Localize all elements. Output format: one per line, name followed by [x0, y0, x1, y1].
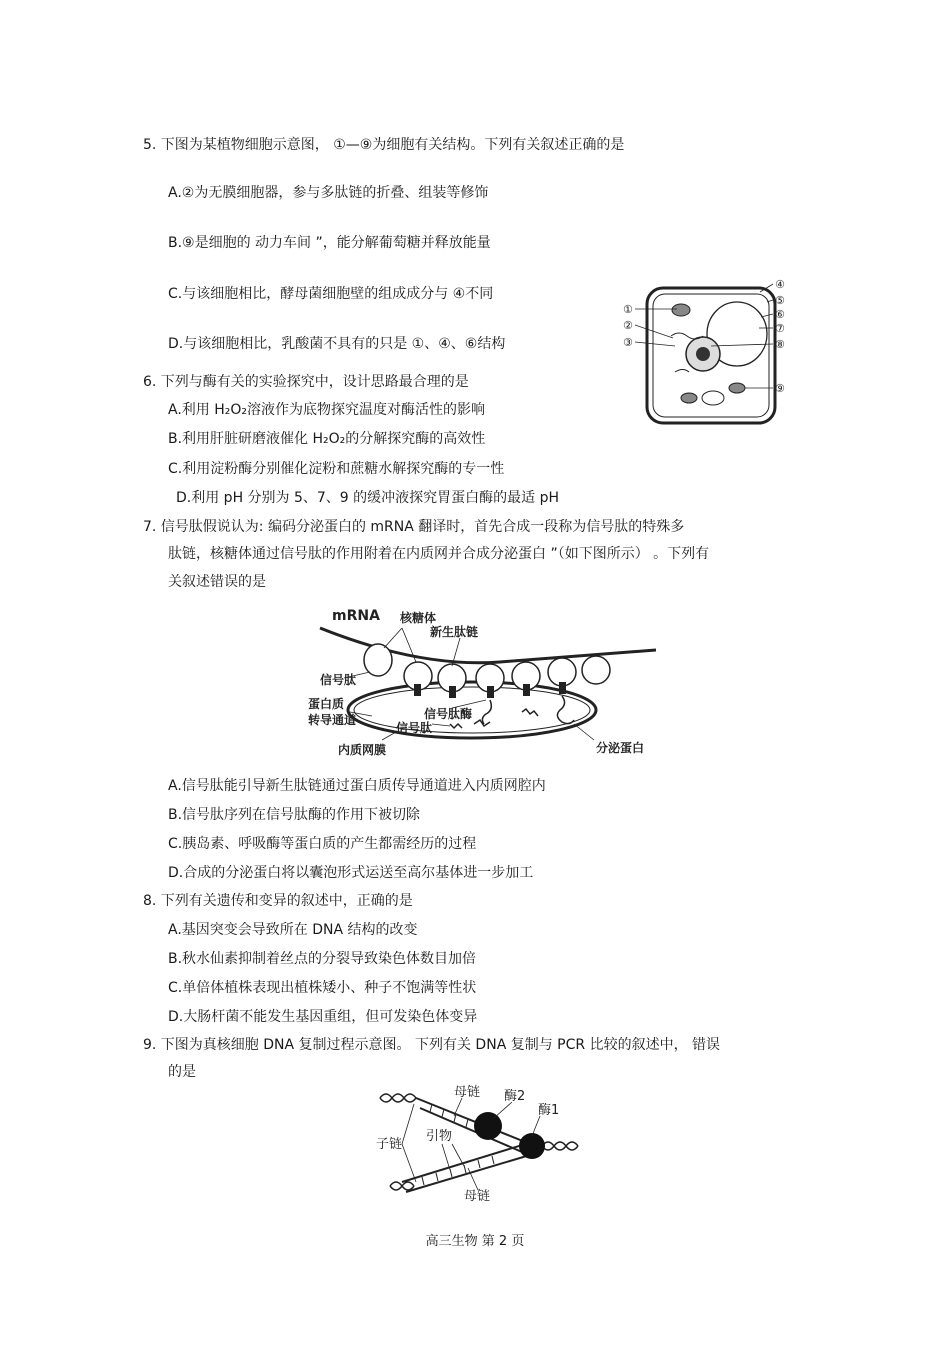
label-mrna: mRNA	[332, 608, 380, 624]
label-channel-2: 转导通道	[308, 713, 357, 727]
cell-label-8: ⑧	[775, 338, 785, 351]
label-signal-peptidase: 信号肽酶	[424, 707, 473, 721]
label-ribosome: 核糖体	[400, 611, 437, 625]
cell-label-1: ①	[623, 303, 633, 316]
plant-cell-figure	[615, 262, 795, 432]
dna-replication-figure	[372, 1082, 584, 1206]
q8-option-b: B.秋水仙素抑制着丝点的分裂导致染色体数目加倍	[168, 951, 477, 967]
cell-label-6: ⑥	[775, 308, 785, 321]
label-enzyme-1: 酶1	[538, 1103, 560, 1118]
q8-stem: 8. 下列有关遗传和变异的叙述中，正确的是	[143, 893, 413, 909]
q6-option-d: D.利用 pH 分别为 5、7、9 的缓冲液探究胃蛋白酶的最适 pH	[176, 490, 560, 506]
cell-label-2: ②	[623, 319, 633, 332]
label-parent-strand-1: 母链	[454, 1085, 481, 1100]
q7-option-b: B.信号肽序列在信号肽酶的作用下被切除	[168, 807, 421, 823]
q7-option-a: A.信号肽能引导新生肽链通过蛋白质传导通道进入内质网腔内	[168, 778, 546, 794]
label-channel-1: 蛋白质	[308, 697, 345, 711]
q5-option-a: A.②为无膜细胞器，参与多肽链的折叠、组装等修饰	[168, 185, 489, 201]
q6-option-a: A.利用 H₂O₂溶液作为底物探究温度对酶活性的影响	[168, 402, 486, 418]
q8-option-d: D.大肠杆菌不能发生基因重组，但可发染色体变异	[168, 1009, 478, 1025]
label-primer: 引物	[426, 1129, 453, 1144]
q7-option-c: C.胰岛素、呼吸酶等蛋白质的产生都需经历的过程	[168, 836, 477, 852]
label-parent-strand-2: 母链	[464, 1189, 491, 1204]
q7-option-d: D.合成的分泌蛋白将以囊泡形式运送至高尔基体进一步加工	[168, 865, 534, 881]
label-er-membrane: 内质网膜	[338, 743, 387, 757]
q7-stem-line2: 肽链，核糖体通过信号肽的作用附着在内质网并合成分泌蛋白 ”（如下图所示） 。下列有	[168, 546, 710, 562]
label-daughter-strand: 子链	[376, 1137, 403, 1152]
signal-peptide-figure	[300, 600, 662, 762]
q6-stem: 6. 下列与酶有关的实验探究中，设计思路最合理的是	[143, 374, 469, 390]
page-footer: 高三生物 第 2 页	[425, 1234, 525, 1249]
cell-label-7: ⑦	[775, 322, 785, 335]
q5-stem: 5. 下图为某植物细胞示意图， ①—⑨为细胞有关结构。下列有关叙述正确的是	[143, 137, 625, 153]
q7-stem-line1: 7. 信号肽假说认为: 编码分泌蛋白的 mRNA 翻译时，首先合成一段称为信号肽的特殊多	[143, 519, 685, 535]
q5-option-d: D.与该细胞相比，乳酸菌不具有的只是 ①、④、⑥结构	[168, 336, 506, 352]
label-enzyme-2: 酶2	[504, 1089, 526, 1104]
q6-option-b: B.利用肝脏研磨液催化 H₂O₂的分解探究酶的高效性	[168, 431, 486, 447]
q6-option-c: C.利用淀粉酶分别催化淀粉和蔗糖水解探究酶的专一性	[168, 461, 505, 477]
cell-label-9: ⑨	[775, 382, 785, 395]
q5-option-c: C.与该细胞相比，酵母菌细胞壁的组成成分与 ④不同	[168, 286, 494, 302]
q9-stem-line1: 9. 下图为真核细胞 DNA 复制过程示意图。 下列有关 DNA 复制与 PCR 比较的叙述中， 错误	[143, 1037, 721, 1053]
cell-label-5: ⑤	[775, 294, 785, 307]
cell-label-3: ③	[623, 336, 633, 349]
q8-option-a: A.基因突变会导致所在 DNA 结构的改变	[168, 922, 418, 938]
q8-option-c: C.单倍体植株表现出植株矮小、种子不饱满等性状	[168, 980, 477, 996]
label-secreted-protein: 分泌蛋白	[596, 741, 645, 755]
q9-stem-line2: 的是	[168, 1064, 196, 1080]
label-new-chain: 新生肽链	[430, 625, 479, 639]
label-signal-peptide-2: 信号肽	[396, 721, 433, 735]
label-signal-peptide: 信号肽	[320, 673, 357, 687]
q7-stem-line3: 关叙述错误的是	[168, 574, 266, 590]
q5-option-b: B.⑨是细胞的 动力车间 ”，能分解葡萄糖并释放能量	[168, 235, 491, 251]
cell-label-4: ④	[775, 278, 785, 291]
